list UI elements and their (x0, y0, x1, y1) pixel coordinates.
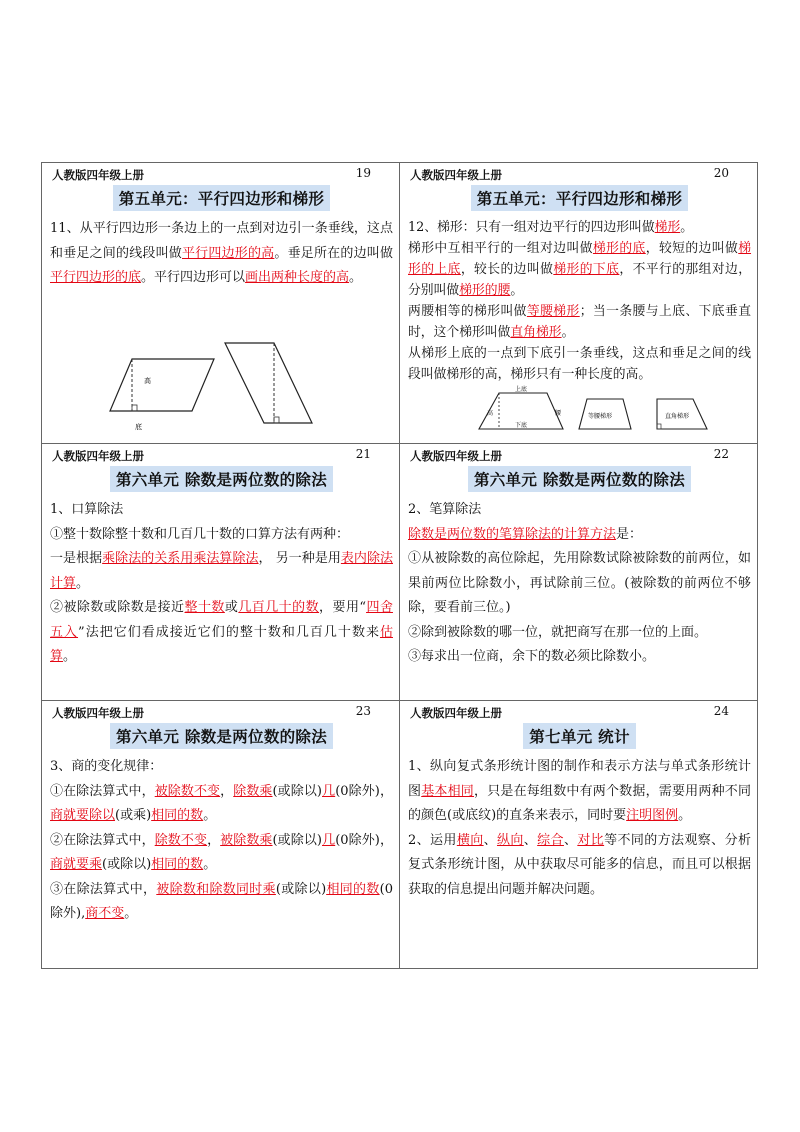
term: 相同的数 (326, 881, 380, 897)
term-lower-base: 梯形的下底 (553, 262, 620, 277)
term: 商不变 (85, 906, 125, 921)
term: 除数乘 (233, 783, 273, 799)
oral-method-intro: ①整十数除整十数和几百几十数的口算方法有两种： (50, 526, 350, 542)
rule-2: ②在除法算式中，除数不变，被除数乘(或除以)几(0除外)，商就要乘(或除以)相同的数。 (50, 832, 393, 872)
term-trapezoid-base: 梯形的底 (592, 241, 646, 256)
term-right-trapezoid: 直角梯形 (510, 325, 562, 340)
term-hundreds-tens: 几百几十的数 (238, 600, 320, 615)
term-written-division-method: 除数是两位数的笔算除法的计算方法 (408, 526, 617, 542)
card-header (50, 163, 393, 183)
term-parallelogram-height: 平行四边形的高 (181, 245, 275, 261)
book-label: 人教版四年级上册 (410, 449, 502, 463)
book-label: 人教版四年级上册 (52, 168, 144, 182)
svg-text:直角梯形: 直角梯形 (665, 413, 690, 420)
term-upper-base: 梯形的上底 (408, 241, 752, 277)
term: 相同的数 (151, 808, 204, 823)
estimation-rule: ②被除数或除数是接近整十数或几百几十的数，要用“四舍五入”法把它们看成接近它们的整十数和几百几十数来估算。 (50, 600, 393, 664)
card-page-21 (42, 444, 399, 700)
term-contrast: 对比 (577, 832, 605, 848)
unit-title: 第五单元：平行四边形和梯形 (113, 185, 330, 211)
card-body (50, 217, 393, 291)
svg-text:高: 高 (144, 377, 151, 385)
page-number: 22 (713, 447, 729, 461)
unit-title: 第六单元 除数是两位数的除法 (468, 466, 691, 492)
term-legend: 注明图例 (626, 808, 679, 823)
page-number: 23 (355, 704, 371, 718)
term-isosceles-trapezoid: 等腰梯形 (526, 304, 580, 319)
trapezoid-height: 从梯形上底的一点到下底引一条垂线，这点和垂足之间的线段叫做梯形的高，梯形只有一种长度的高。 (408, 346, 751, 382)
card-body (408, 755, 751, 902)
term: 被除数和除数同时乘 (156, 881, 276, 897)
step-1: ①从被除数的高位除起，先用除数试除被除数的前两位，如果前两位比除数小，再试除前三位。(被除数的前两位不够除，要看前三位。) (408, 551, 751, 615)
term-horizontal: 横向 (456, 832, 484, 848)
trapezoid-definition: 12、梯形：只有一组对边平行的四边形叫做梯形。 (408, 220, 694, 235)
handout-sheet (41, 162, 758, 969)
unit-title: 第五单元：平行四边形和梯形 (471, 185, 688, 211)
svg-text:上底: 上底 (515, 386, 528, 393)
svg-text:腰: 腰 (555, 410, 562, 417)
term-basically-same: 基本相同 (421, 783, 474, 799)
term-trapezoid: 梯形 (654, 220, 681, 235)
term: 被除数乘 (220, 832, 273, 848)
step-3: ③每求出一位商，余下的数必须比除数小。 (408, 649, 656, 664)
term: 几 (322, 832, 336, 848)
term: 商就要乘 (50, 857, 103, 872)
svg-text:底: 底 (135, 423, 142, 431)
written-method-title: 除数是两位数的笔算除法的计算方法是： (408, 526, 643, 542)
term-mult-div-relation: 乘除法的关系用乘法算除法 (102, 551, 259, 566)
page-number: 24 (713, 704, 729, 718)
unit-title: 第六单元 除数是两位数的除法 (110, 723, 333, 749)
card-header (408, 163, 751, 183)
card-body (408, 498, 751, 670)
term-whole-tens: 整十数 (184, 600, 225, 615)
term-parallelogram-base: 平行四边形的底 (50, 270, 142, 285)
statistics-point-2: 2、运用横向、纵向、综合、对比等不同的方法观察、分析复式条形统计图，从中获取尽可能多的信息，而且可以根据获取的信息提出问题并解决问题。 (408, 832, 751, 897)
term-rounding: 四舍五入 (50, 600, 393, 640)
page-number: 21 (355, 447, 371, 461)
card-body (50, 498, 393, 670)
card-header (50, 701, 393, 721)
svg-text:等腰梯形: 等腰梯形 (588, 413, 613, 420)
unit-title: 第七单元 统计 (523, 723, 636, 749)
section-heading: 1、口算除法 (50, 502, 124, 517)
section-heading: 2、笔算除法 (408, 502, 482, 517)
book-label: 人教版四年级上册 (52, 449, 144, 463)
term-table-division: 表内除法计算 (50, 551, 393, 591)
term-two-heights: 画出两种长度的高 (245, 270, 350, 285)
term-vertical: 纵向 (496, 832, 524, 848)
term: 被除数不变 (154, 783, 221, 799)
svg-text:高: 高 (487, 410, 494, 417)
oral-method-detail: 一是根据乘除法的关系用乘法算除法， 另一种是用表内除法计算。 (50, 551, 393, 591)
term: 几 (322, 783, 336, 799)
card-header (50, 444, 393, 464)
card-page-23 (42, 701, 399, 969)
statistics-point-1: 1、纵向复式条形统计图的制作和表示方法与单式条形统计图基本相同，只是在每组数中有两个数据，需要用两种不同的颜色(或底纹)的直条来表示，同时要注明图例。 (408, 759, 751, 823)
card-page-22 (400, 444, 757, 700)
card-header (408, 444, 751, 464)
card-header (408, 701, 751, 721)
card-body (50, 755, 393, 927)
trapezoid-diagram (475, 385, 735, 435)
term: 除数不变 (154, 832, 208, 848)
trapezoid-parts: 梯形中互相平行的一组对边叫做梯形的底，较短的边叫做梯形的上底，较长的边叫做梯形的下底，不平行的那组对边，分别叫做梯形的腰。 (408, 241, 752, 298)
term-legs: 梯形的腰 (459, 283, 511, 298)
term: 商就要除以 (50, 808, 116, 823)
page-number: 19 (355, 166, 371, 180)
term: 相同的数 (151, 857, 204, 872)
card-page-24 (400, 701, 757, 969)
book-label: 人教版四年级上册 (410, 706, 502, 720)
card-page-19 (42, 163, 399, 443)
section-heading: 3、商的变化规律： (50, 759, 163, 774)
rule-3: ③在除法算式中，被除数和除数同时乘(或除以)相同的数(0除外),商不变。 (50, 881, 393, 921)
step-2: ②除到被除数的哪一位，就把商写在那一位的上面。 (408, 624, 708, 640)
parallelogram-diagram (102, 341, 352, 433)
page-number: 20 (713, 166, 729, 180)
term-estimate: 估算 (50, 624, 393, 664)
unit-title: 第六单元 除数是两位数的除法 (110, 466, 333, 492)
card-body (408, 217, 751, 385)
card-page-20 (400, 163, 757, 443)
rule-1: ①在除法算式中，被除数不变，除数乘(或除以)几(0除外)，商就要除以(或乘)相同的数。 (50, 783, 393, 823)
special-trapezoids: 两腰相等的梯形叫做等腰梯形；当一条腰与上底、下底垂直时，这个梯形叫做直角梯形。 (408, 304, 752, 340)
paragraph-11: 11、从平行四边形一条边上的一点到对边引一条垂线，这点和垂足之间的线段叫做平行四边形的高。垂足所在的边叫做平行四边形的底。平行四边形可以画出两种长度的高。 (50, 221, 393, 285)
svg-text:下底: 下底 (515, 422, 528, 429)
book-label: 人教版四年级上册 (52, 706, 144, 720)
term-comprehensive: 综合 (537, 832, 564, 848)
book-label: 人教版四年级上册 (410, 168, 502, 182)
